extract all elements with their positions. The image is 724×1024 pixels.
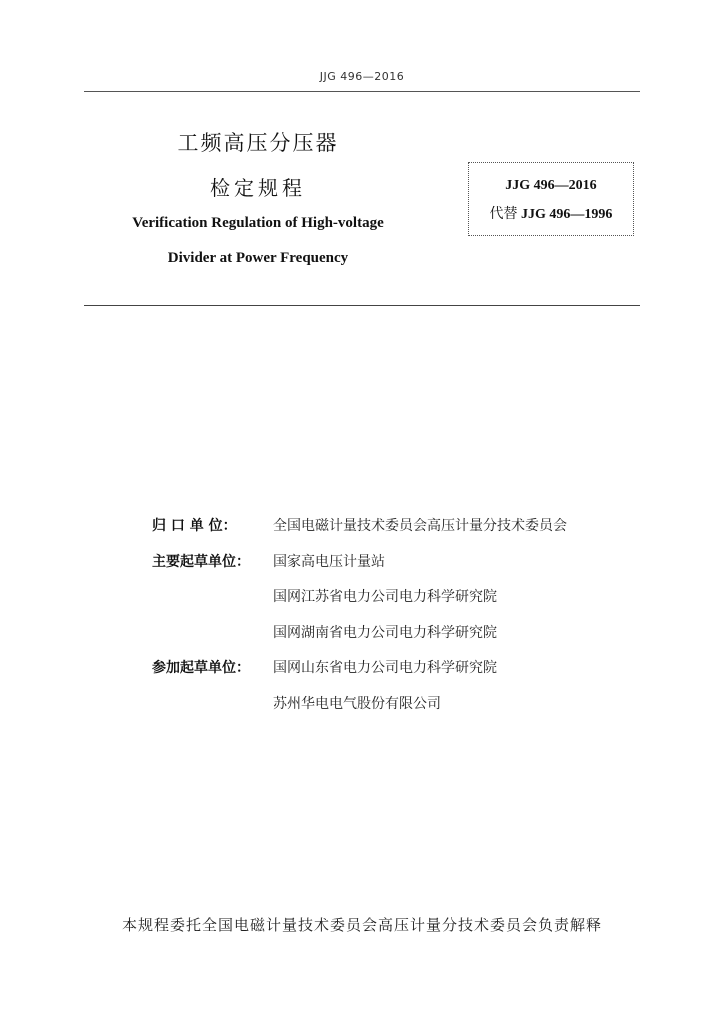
unit-value: 国网山东省电力公司电力科学研究院 (273, 660, 497, 676)
replaces-prefix: 代替 (489, 206, 518, 222)
title-english-line-2: Divider at Power Frequency (167, 250, 349, 266)
unit-row (152, 622, 652, 658)
standard-code-box (468, 162, 634, 236)
unit-row (152, 693, 652, 729)
title-english-line-1: Verification Regulation of High-voltage (132, 215, 384, 231)
unit-value: 国网江苏省电力公司电力科学研究院 (273, 589, 497, 605)
header-standard-code: JJG 496—2016 (319, 70, 405, 83)
title-rule (84, 305, 640, 306)
title-chinese-sub: 检定规程 (210, 176, 306, 200)
unit-row (152, 515, 652, 551)
drafting-units (152, 515, 652, 728)
interpretation-note: 本规程委托全国电磁计量技术委员会高压计量分技术委员会负责解释 (121, 916, 602, 934)
unit-value: 国网湖南省电力公司电力科学研究院 (273, 624, 497, 641)
unit-row (152, 657, 652, 693)
unit-row (152, 551, 652, 587)
unit-label: 主要起草单位： (152, 553, 250, 570)
unit-row (152, 586, 652, 622)
header-rule (84, 91, 640, 92)
unit-label: 参加起草单位： (152, 660, 250, 676)
unit-value: 国家高电压计量站 (273, 553, 385, 570)
replaces-line (469, 203, 633, 223)
replaces-code: JJG 496—1996 (521, 207, 613, 222)
standard-code: JJG 496—2016 (505, 178, 597, 193)
title-chinese-main: 工频高压分压器 (177, 131, 339, 155)
unit-label: 归 口 单 位： (152, 518, 237, 534)
unit-value: 全国电磁计量技术委员会高压计量分技术委员会 (273, 518, 567, 534)
unit-value: 苏州华电电气股份有限公司 (273, 695, 441, 712)
